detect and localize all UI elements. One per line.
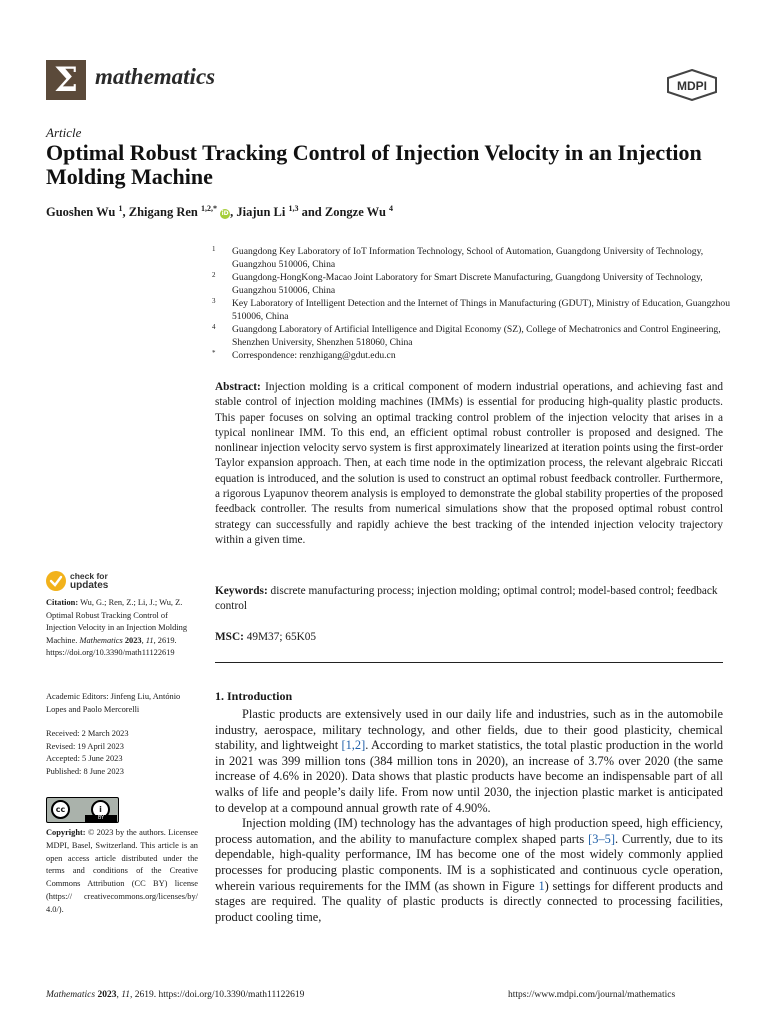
citation-year: 2023 (124, 635, 142, 645)
citation: Citation: Wu, G.; Ren, Z.; Li, J.; Wu, Z. Optimal Robust Tracking Control of Injection Velocity in an Injection Molding Machine. Mathematics 2023, 11, 2619. https://doi.org/10.3390/math11122619 (46, 598, 188, 658)
msc-text: 49M37; 65K05 (246, 631, 317, 643)
copyright-label: Copyright: (46, 828, 86, 837)
figure-link[interactable]: 1 (538, 878, 545, 893)
footer-volume: 11 (121, 990, 130, 1000)
footer-doi[interactable]: , 2619. https://doi.org/10.3390/math11122619 (130, 990, 305, 1000)
academic-editors: Academic Editors: Jinfeng Liu, António Lopes and Paolo Mercorelli (46, 692, 181, 714)
author-list: Guoshen Wu $^1$, Zhigang Ren $^{1,2,*}$ iD, Jiajun Li $^{1,3}$ and Zongze Wu $^4$ (46, 204, 394, 220)
keywords-text: discrete manufacturing process; injection molding; optimal control; model-based control; feedback control (215, 585, 718, 613)
affiliation-number: 1 (212, 245, 216, 253)
footer-year: 2023 (97, 990, 117, 1000)
publisher-logo (666, 69, 718, 101)
person-icon: i (91, 800, 110, 819)
divider (215, 662, 723, 663)
cc-icon: cc (51, 800, 70, 819)
paragraph (215, 707, 723, 816)
author-conjunction: and (301, 205, 322, 220)
affiliation-text: Guangdong-HongKong-Macao Joint Laboratory for Smart Discrete Manufacturing, Guangdong University of Technology, Guangzhou 510006, China (232, 272, 703, 296)
author-affil: 1 (118, 204, 123, 213)
correspondence (212, 349, 732, 362)
author-name: Zongze Wu (324, 205, 386, 220)
check-updates-icon[interactable] (45, 570, 67, 592)
affiliations (212, 245, 732, 362)
footer-url[interactable]: https://www.mdpi.com/journal/mathematics (508, 990, 676, 1000)
keywords-label: Keywords: (215, 585, 268, 597)
author-name: Zhigang Ren (128, 205, 198, 220)
author-affil: 1,2,* (201, 204, 217, 213)
author-name: Jiajun Li (236, 205, 286, 220)
check-updates[interactable] (70, 572, 108, 590)
paragraph-text: . Currently, due to its dependable, high-quality performance, IM has become one of the most widely commonly applied processes for producing plastic components. IM is a sophisticated and continuous cycle operation, wherein various requirements for the IMM (as shown in Figure (215, 831, 723, 893)
dates (46, 728, 198, 778)
abstract-label: Abstract: (215, 381, 261, 393)
citation-volume: 11 (145, 635, 154, 645)
citation-journal: Mathematics (79, 635, 123, 645)
citation-doi[interactable]: , 2619. https://doi.org/10.3390/math11122619 (46, 635, 177, 658)
citation-link[interactable]: [3–5] (588, 831, 615, 846)
date-accepted: Accepted: 5 June 2023 (46, 754, 123, 764)
paragraph-text: ) settings for different products and stages are required. The quality of plastic products is directly connected to processing facilities, product cooling time, (215, 878, 723, 924)
affiliation-number: 2 (212, 271, 216, 279)
affiliation-text: Guangdong Key Laboratory of IoT Information Technology, School of Automation, Guangdong University of Technology, Guangzhou 510006, China (232, 246, 704, 270)
affiliation (212, 323, 732, 349)
footer-citation: Mathematics 2023, 11, 2619. https://doi.org/10.3390/math11122619 (46, 990, 305, 1000)
copyright (46, 827, 198, 917)
abstract (215, 380, 723, 548)
abstract-text: Injection molding is a critical component of modern industrial operations, and achieving fast and stable control of injection molding machines (IMMs) is essential for producing high-quality plastic products. This paper focuses on solving an optimal tracking control problem of the injection velocity that arises in a typical nonlinear IMM. To this end, an efficient optimal robust controller is proposed and designed. The nonlinear injection velocity servo system is first approximately linearized at iteration points using the first-order Taylor expansion approach. Then, at each time node in the optimization process, the relevant algebraic Riccati equation is introduced, and the solution is used to construct an optimal robust feedback controller. Furthermore, a rigorous Lyapunov theorem analysis is employed to demonstrate the global stability properties of the proposed feedback controller. The results from numerical simulations show that the proposed optimal robust control strategy can successfully and rapidly achieve the best tracking of the intended injection velocity trajectory within a given time. (215, 381, 723, 546)
section-number: 1. (215, 689, 224, 703)
citation-label: Citation: (46, 598, 79, 607)
cc-by-badge[interactable] (46, 797, 119, 823)
affiliation (212, 297, 732, 323)
footer-journal: Mathematics (46, 990, 96, 1000)
correspondence-text[interactable]: Correspondence: renzhigang@gdut.edu.cn (232, 350, 396, 361)
citation-text: Wu, G.; Ren, Z.; Li, J.; Wu, Z. Optimal Robust Tracking Control of Injection Velocity in an Injection Molding Machine. (46, 598, 188, 645)
paragraph-text: Plastic products are extensively used in our daily life and industries, such as in the automobile industry, aerospace, military technology, and other fields, due to their good plasticity, chemical stability, and lightweight (215, 707, 723, 753)
keywords (215, 584, 723, 615)
check-updates-line1: check for (70, 571, 108, 581)
author-name: Guoshen Wu (46, 205, 116, 220)
paragraph (215, 816, 723, 925)
paper-title: Optimal Robust Tracking Control of Injection Velocity in an Injection Molding Machine (46, 140, 702, 189)
date-published: Published: 8 June 2023 (46, 766, 124, 776)
msc-label: MSC: (215, 631, 244, 643)
orcid-icon[interactable]: iD (221, 210, 229, 218)
journal-name: mathematics (95, 64, 216, 89)
affiliation-number: * (212, 349, 216, 357)
author-affil: 4 (389, 204, 394, 213)
paragraph-text: Injection molding (IM) technology has the advantages of high production speed, high efficiency, process automation, and the ability to manufacture complex shaped parts (215, 816, 723, 846)
affiliation-text: Guangdong Laboratory of Artificial Intelligence and Digital Economy (SZ), College of Mechatronics and Control Engineering, Shenzhen University, Shenzhen 518060, China (232, 324, 721, 348)
affiliation-number: 3 (212, 297, 216, 305)
by-label: BY (85, 815, 117, 822)
date-revised: Revised: 19 April 2023 (46, 741, 124, 751)
copyright-text: © 2023 by the authors. Licensee MDPI, Basel, Switzerland. This article is an open access article distributed under the terms and conditions of the Creative Commons Attribution (CC BY) license (https:// creativecommons.org/licenses/by/ 4.0/). (46, 828, 198, 914)
affiliation (212, 271, 732, 297)
paragraph-text: . According to market statistics, the total plastic production in the world in 2021 was 399 million tons (384 million tons in 2020), an increase of 3.7% over 2020 (the same increase of 4.6% in 2020). Data shows that plastic products have become an indispensable part of all walks of life and people’s daily life. From now until 2030, the injection plastic market is anticipated to develop at a compound annual growth rate of 4.90%. (215, 738, 724, 815)
section-title: Introduction (227, 689, 293, 703)
article-type: Article (46, 125, 82, 140)
affiliation-number: 4 (212, 323, 216, 331)
citation-link[interactable]: [1,2] (341, 738, 366, 753)
journal-logo: Σ (46, 60, 86, 100)
date-received: Received: 2 March 2023 (46, 729, 129, 738)
intro-body (215, 707, 723, 925)
msc (215, 631, 316, 643)
check-updates-line2: updates (70, 580, 109, 591)
author-affil: 1,3 (288, 204, 299, 213)
publisher-name: MDPI (677, 79, 707, 93)
affiliation (212, 245, 732, 271)
section-heading (215, 689, 292, 704)
affiliation-text: Key Laboratory of Intelligent Detection and the Internet of Things in Manufacturing (GDUT), Ministry of Education, Guangzhou 510006, China (232, 298, 731, 322)
